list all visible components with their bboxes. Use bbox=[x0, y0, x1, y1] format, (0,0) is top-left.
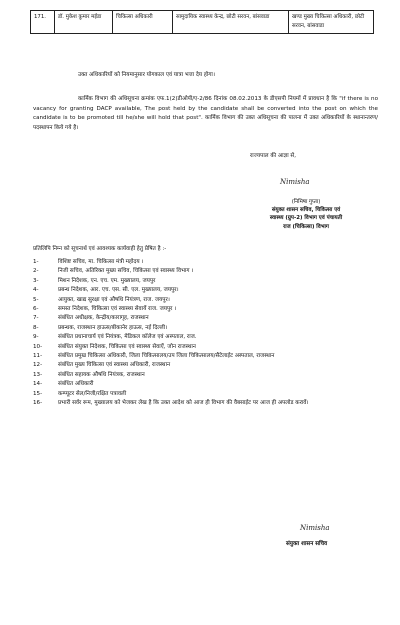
list-item bbox=[33, 305, 378, 314]
list-item bbox=[33, 399, 378, 408]
list-item-number: 6- bbox=[33, 306, 39, 313]
name-cell: डॉ. मुकेश कुमार मईडा bbox=[55, 11, 113, 34]
list-item-text: प्रबन्धक, राजस्थान हाऊस/बीकानेर हाऊस, नई दिल्ली। bbox=[58, 324, 168, 331]
list-item-text: संबंधित संयुक्त निदेशक, चिकित्सा एवं स्वास्थ्य सेवाऐं, जोन राजस्थान bbox=[58, 343, 196, 350]
list-item bbox=[33, 314, 378, 323]
transfer-table bbox=[30, 10, 374, 34]
list-item-number: 8- bbox=[33, 324, 39, 331]
list-item-text: संबंधित मुख्य चिकित्सा एवं स्वास्थ्य अधिकारी, राजस्थान bbox=[58, 362, 171, 369]
list-item bbox=[33, 390, 378, 399]
list-item-text: निजी सचिव, अतिरिक्त मुख्य सचिव, चिकित्सा एवं स्वास्थ्य विभाग । bbox=[58, 268, 194, 275]
notification-paragraph: कार्मिक विभाग की अधिसूचना क्रमांक एफ.1(2)डीओपी/ए-2/86 दिनांक 08.02.2013 के डीएसपी नियमों में प्रावधान है कि "if there is no vacancy for granting DACP available, The post held by the candidate shall be converted into the post on which the candidate is to be promoted till he/she will hold that post". कार्मिक विभाग की उक्त अधिसूचना की पालना में उक्त अधिकारियों के स्थानान्तरण/पदस्थापन किये गये है। bbox=[33, 96, 378, 131]
list-item-text: समस्त निदेशक, चिकित्सा एवं स्वास्थ्य सेवायें राज. जयपुर । bbox=[58, 306, 177, 313]
new-post-cell: खण्ड मुख्य चिकित्सा अधिकारी, छोटी सरवन, बांसवाडा bbox=[289, 11, 374, 34]
list-item-number: 5- bbox=[33, 296, 39, 303]
signatory-title-line2: स्वास्थ्य (ग्रुप-2) विभाग एवं पंचायती bbox=[269, 215, 343, 222]
signature-mark: Nimisha bbox=[280, 178, 310, 186]
signature-mark-2: Nimisha bbox=[300, 524, 330, 532]
signatory-name: (निमिषा गुप्ता) bbox=[291, 199, 321, 205]
list-item-number: 16- bbox=[33, 400, 43, 407]
list-item bbox=[33, 267, 378, 276]
list-item bbox=[33, 380, 378, 389]
list-item-number: 11- bbox=[33, 353, 43, 360]
list-item-text: प्रभारी सर्वर रूम, मुख्यालय को भेजकर लेख है कि उक्त आदेश को आज ही विभाग की वैबसाईट पर आज ही अपलोड करावें। bbox=[58, 400, 309, 407]
list-item bbox=[33, 333, 378, 342]
list-item-number: 14- bbox=[33, 381, 43, 388]
list-item-number: 9- bbox=[33, 334, 39, 341]
list-item-number: 3- bbox=[33, 277, 39, 284]
list-item-number: 12- bbox=[33, 362, 43, 369]
list-item bbox=[33, 324, 378, 333]
list-item bbox=[33, 371, 378, 380]
list-item bbox=[33, 286, 378, 295]
list-item bbox=[33, 258, 378, 267]
list-item-text: आयुक्त, खाद्य सुरक्षा एवं औषधि नियंत्रण, राज. जयपुर। bbox=[58, 296, 170, 303]
designation-cell: चिकित्सा अधिकारी bbox=[113, 11, 173, 34]
list-item bbox=[33, 277, 378, 286]
copy-heading: प्रतिलिपि निम्न को सूचनार्थ एवं आवश्यक कार्यवाही हेतु प्रेषित है :- bbox=[33, 246, 167, 252]
list-item-number: 13- bbox=[33, 371, 43, 378]
list-item-text: संबंधित प्रधानाचार्य एवं नियंत्रक, मेडिकल कॉलेज एवं अस्पताल, राज. bbox=[58, 334, 197, 341]
list-item bbox=[33, 361, 378, 370]
signatory-title-line3: राज (चिकित्सा) विभाग bbox=[283, 223, 329, 230]
list-item-text: संबंधित अधिकारी bbox=[58, 381, 94, 388]
signature-block bbox=[232, 198, 380, 231]
list-item-text: प्रबन्ध निदेशक, आर. एच. एस. सी. एल. मुख्यालय, जयपुर। bbox=[58, 287, 179, 294]
governor-order-line: राज्यपाल की आज्ञा से, bbox=[250, 153, 296, 159]
signatory-title-2: संयुक्त शासन सचिव bbox=[286, 541, 328, 547]
table-row bbox=[31, 11, 374, 34]
list-item-text: संबंधित अधीक्षक, केन्द्रीय/कारागृह, राजस्थान bbox=[58, 315, 149, 322]
list-item-text: संबंधित सहायक औषधि नियंत्रक, राजस्थान bbox=[58, 371, 145, 378]
list-item bbox=[33, 343, 378, 352]
signatory-title-line1: संयुक्त शासन सचिव, चिकित्सा एवं bbox=[271, 207, 341, 214]
list-item-number: 1- bbox=[33, 259, 39, 265]
list-item-text: विशिष्ट सचिव, मा. चिकित्सा मंत्री महोदय । bbox=[58, 259, 144, 265]
list-item-text: संबंधित प्रमुख चिकित्सा अधिकारी, जिला चिकित्सालय/उप जिला चिकित्सालय/सैटेलाईट अस्पताल, राजस्थान bbox=[58, 353, 275, 360]
list-item bbox=[33, 352, 378, 361]
list-item-number: 4- bbox=[33, 287, 39, 294]
list-item-number: 15- bbox=[33, 390, 43, 397]
allowance-line: उक्त अधिकारियों को नियमानुसार योगकाल एवं यात्रा भत्ता देय होगा। bbox=[78, 72, 215, 78]
list-item-number: 7- bbox=[33, 315, 39, 322]
copy-list bbox=[33, 258, 378, 409]
list-item-text: कम्प्यूटर सेल/निजी/रक्षित पत्रावली bbox=[58, 390, 127, 397]
list-item bbox=[33, 296, 378, 305]
list-item-number: 2- bbox=[33, 268, 39, 275]
serial-cell: 171. bbox=[31, 11, 55, 34]
list-item-number: 10- bbox=[33, 343, 43, 350]
current-post-cell: सामुदायिक स्वास्थ्य केन्द्र, छोटी सरवन, बांसवाडा bbox=[173, 11, 289, 34]
list-item-text: मिशन निदेशक, एन. एच. एम. मुख्यालय, जयपुर bbox=[58, 277, 156, 284]
